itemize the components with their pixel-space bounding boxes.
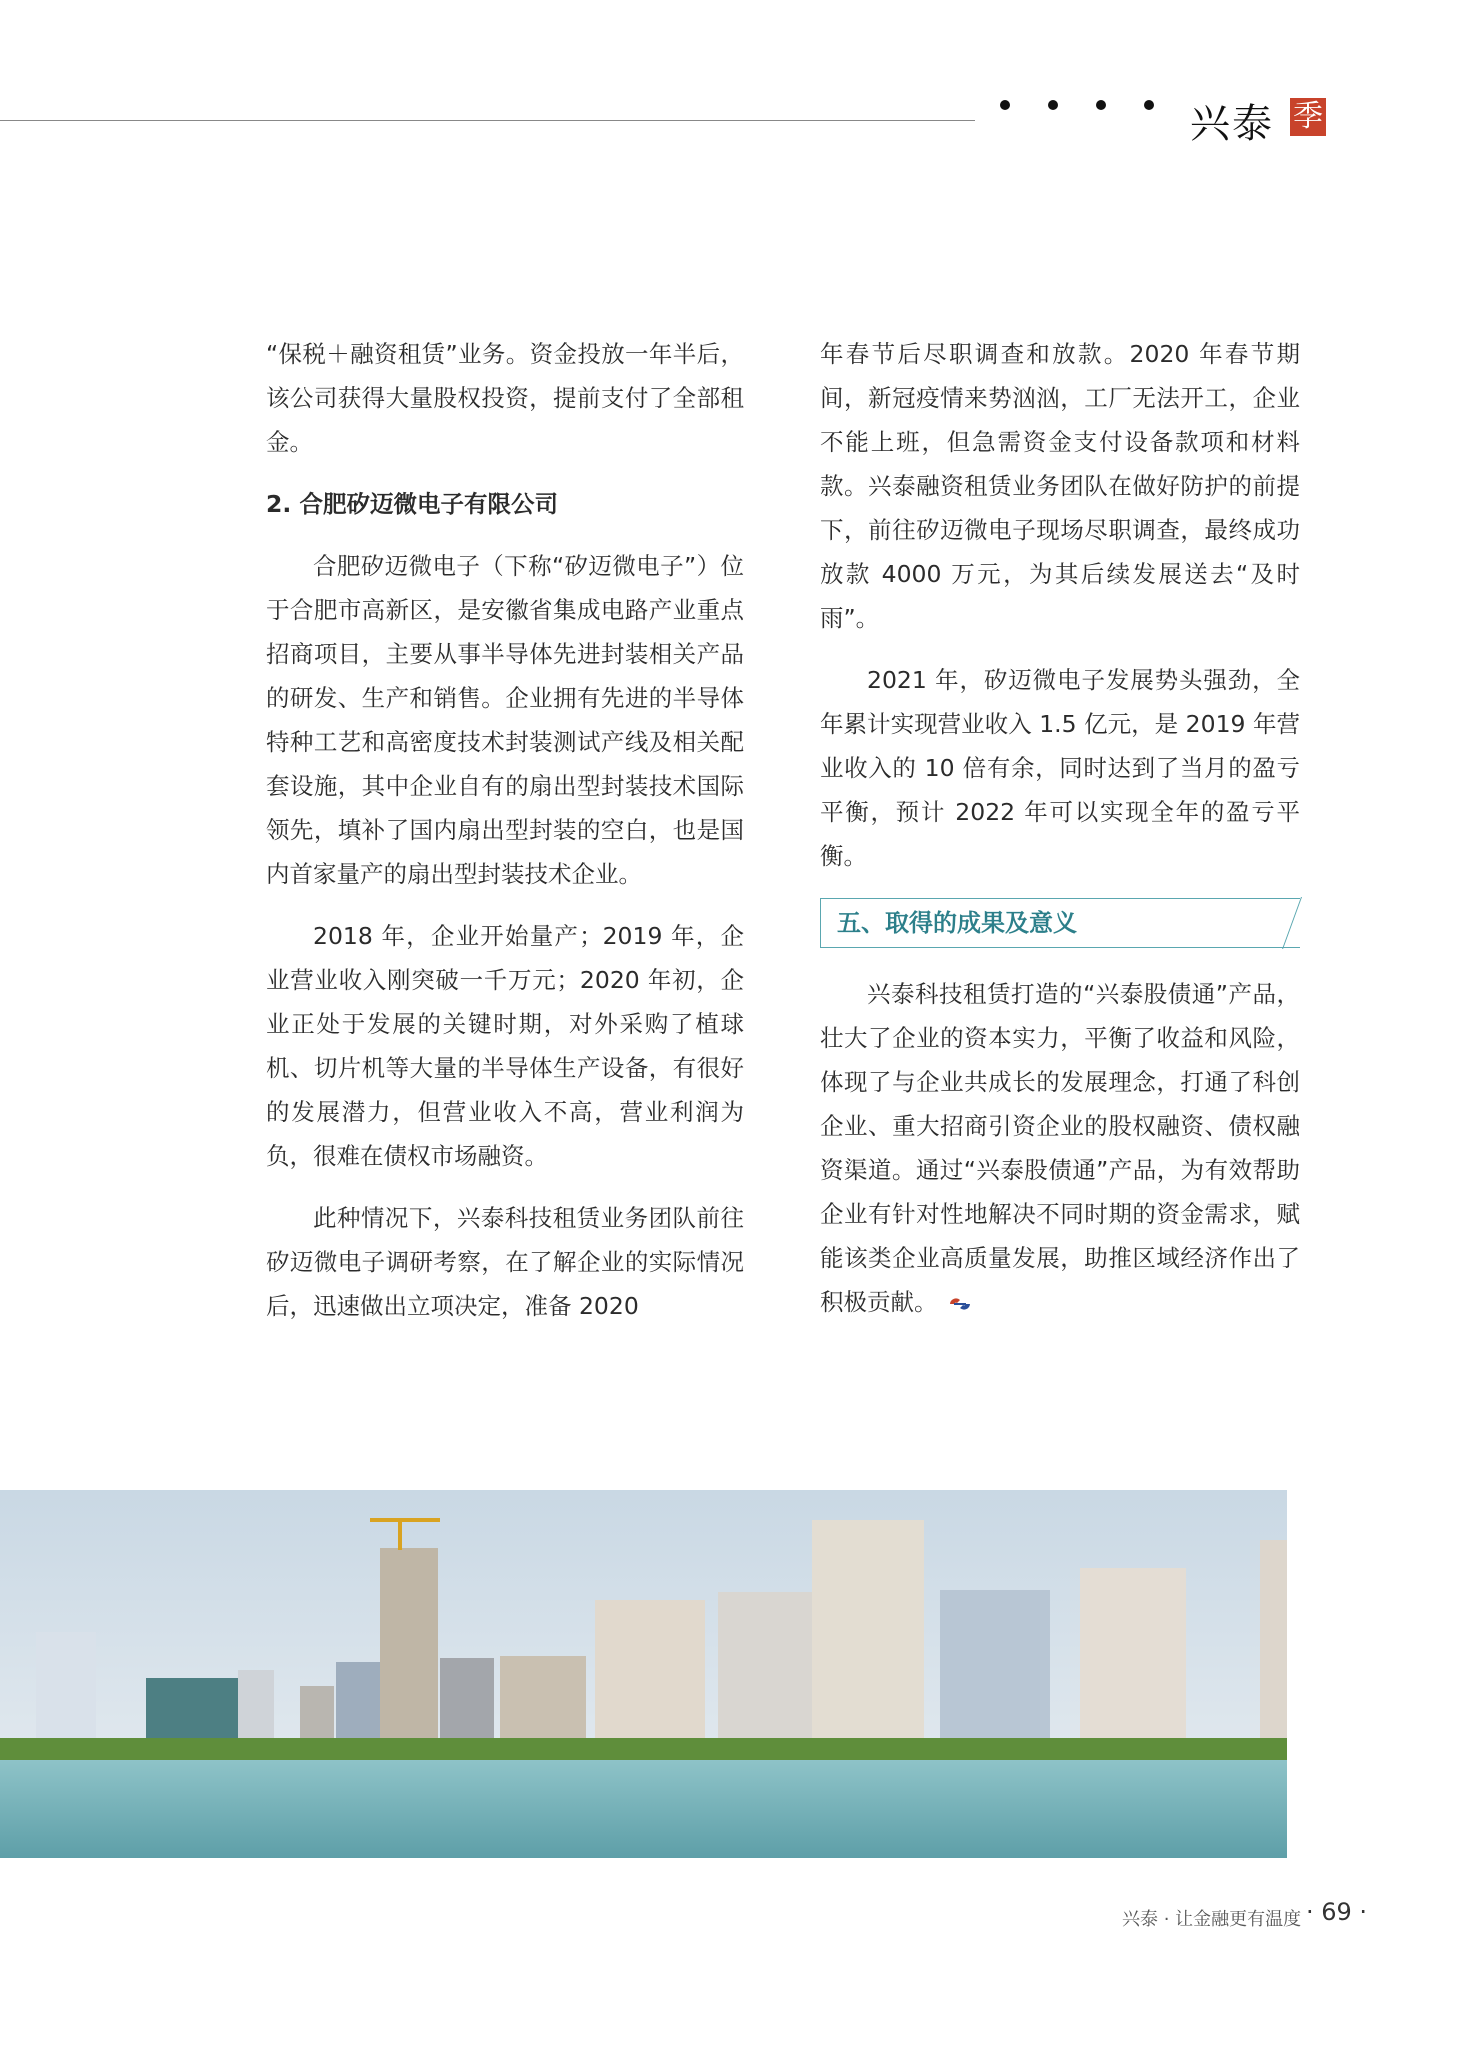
- header-dots: [1000, 100, 1154, 110]
- paragraph: 合肥矽迈微电子（下称“矽迈微电子”）位于合肥市高新区，是安徽省集成电路产业重点招商项目，主要从事半导体先进封装相关产品的研发、生产和销售。企业拥有先进的半导体特种工艺和高密度技术封装测试产线及相关配套设施，其中企业自有的扇出型封装技术国际领先，填补了国内扇出型封装的空白，也是国内首家量产的扇出型封装技术企业。: [266, 552, 744, 888]
- section-heading: 五、取得的成果及意义: [820, 898, 1300, 948]
- paragraph: 年春节后尽职调查和放款。2020 年春节期间，新冠疫情来势汹汹，工厂无法开工，企业不能上班，但急需资金支付设备款项和材料款。兴泰融资租赁业务团队在做好防护的前提下，前往矽迈微电子现场尽职调查，最终成功放款 4000 万元，为其后续发展送去“及时雨”。: [820, 340, 1300, 632]
- dot-icon: [1096, 100, 1106, 110]
- seal-logo: 季: [1290, 98, 1326, 136]
- paragraph-text: 兴泰科技租赁打造的“兴泰股债通”产品，壮大了企业的资本实力，平衡了收益和风险，体现了与企业共成长的发展理念，打通了科创企业、重大招商引资企业的股权融资、债权融资渠道。通过“兴泰股债通”产品，为有效帮助企业有针对性地解决不同时期的资金需求，赋能该类企业高质量发展，助推区域经济作出了积极贡献。: [820, 980, 1300, 1316]
- magazine-brand: 兴泰: [1190, 101, 1274, 147]
- page-number: · 69 ·: [1306, 1898, 1368, 1926]
- paragraph: [820, 972, 1300, 1324]
- footer-slogan: 兴泰 · 让金融更有温度: [1122, 1909, 1302, 1930]
- city-skyline-photo: [0, 1490, 1287, 1858]
- dot-icon: [1048, 100, 1058, 110]
- dot-icon: [1000, 100, 1010, 110]
- paragraph: 2021 年，矽迈微电子发展势头强劲，全年累计实现营业收入 1.5 亿元，是 2019 年营业收入的 10 倍有余，同时达到了当月的盈亏平衡，预计 2022 年可以实现全年的盈亏平衡。: [820, 666, 1300, 870]
- paragraph: 此种情况下，兴泰科技租赁业务团队前往矽迈微电子调研考察，在了解企业的实际情况后，迅速做出立项决定，准备 2020: [266, 1204, 744, 1320]
- right-column: [820, 332, 1300, 1342]
- left-column: [266, 332, 744, 1346]
- paragraph: 2018 年，企业开始量产；2019 年，企业营业收入刚突破一千万元；2020 年初，企业正处于发展的关键时期，对外采购了植球机、切片机等大量的半导体生产设备，有很好的发展潜力，但营业收入不高，营业利润为负，很难在债权市场融资。: [266, 922, 744, 1170]
- subheading: 2. 合肥矽迈微电子有限公司: [266, 490, 558, 518]
- paragraph: “保税＋融资租赁”业务。资金投放一年半后，该公司获得大量股权投资，提前支付了全部租金。: [266, 340, 744, 456]
- end-mark-icon: [946, 1295, 974, 1313]
- dot-icon: [1144, 100, 1154, 110]
- header-rule: [0, 120, 975, 121]
